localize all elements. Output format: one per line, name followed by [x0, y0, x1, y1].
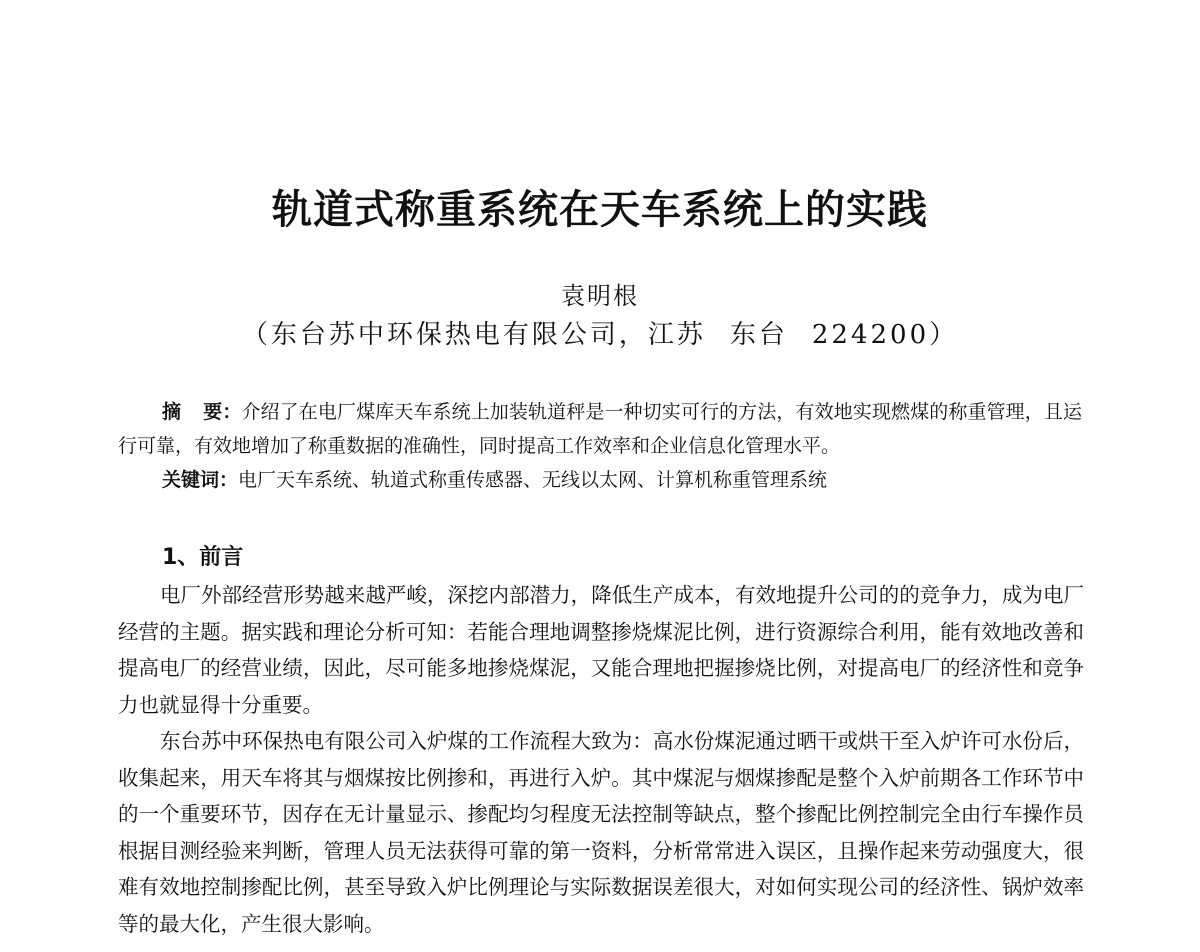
affiliation-city: 东台 — [729, 320, 788, 350]
abstract-paragraph — [118, 395, 1082, 463]
body-paragraph: 电厂外部经营形势越来越严峻，深挖内部潜力，降低生产成本，有效地提升公司的的竞争力，成为电厂经营的主题。据实践和理论分析可知：若能合理地调整掺烧煤泥比例，进行资源综合利用，能有效地改善和提高电厂的经营业绩，因此，尽可能多地掺烧煤泥，又能合理地把握掺烧比例，对提高电厂的经济性和竞争力也就显得十分重要。 — [118, 583, 1084, 717]
abstract-text: 介绍了在电厂煤库天车系统上加装轨道秤是一种切实可行的方法，有效地实现燃煤的称重管理，且运行可靠，有效地增加了称重数据的准确性，同时提高工作效率和企业信息化管理水平。 — [118, 401, 1082, 457]
affiliation-close-paren: ） — [929, 320, 959, 350]
keywords-text: 电厂天车系统、轨道式称重传感器、无线以太网、计算机称重管理系统 — [238, 469, 828, 491]
section-body — [118, 577, 1084, 942]
keywords-label: 关键词： — [162, 469, 239, 491]
affiliation-postcode: 224200 — [811, 320, 930, 350]
body-paragraph: 东台苏中环保热电有限公司入炉煤的工作流程大致为：高水份煤泥通过晒干或烘干至入炉许可水份后，收集起来，用天车将其与烟煤按比例掺和，再进行入炉。其中煤泥与烟煤掺配是整个入炉前期各工作环节中的一个重要环节，因存在无计量显示、掺配均匀程度无法控制等缺点，整个掺配比例控制完全由行车操作员根据目测经验来判断，管理人员无法获得可靠的第一资料，分析常常进入误区，且操作起来劳动强度大，很难有效地控制掺配比例，甚至导致入炉比例理论与实际数据误差很大，对如何实现公司的经济性、锅炉效率等的最大化，产生很大影响。 — [118, 729, 1084, 936]
paper-title: 轨道式称重系统在天车系统上的实践 — [272, 186, 928, 233]
affiliation-org: 东台苏中环保热电有限公司，江苏 — [270, 320, 706, 350]
abstract-label: 摘 要： — [162, 401, 242, 423]
keywords-paragraph — [118, 463, 1082, 497]
section-heading: 1、前言 — [162, 545, 244, 570]
abstract-block — [118, 395, 1082, 497]
affiliation-open-paren: （ — [241, 320, 271, 350]
author-name: 袁明根 — [561, 282, 639, 310]
author-affiliation — [0, 314, 1200, 351]
